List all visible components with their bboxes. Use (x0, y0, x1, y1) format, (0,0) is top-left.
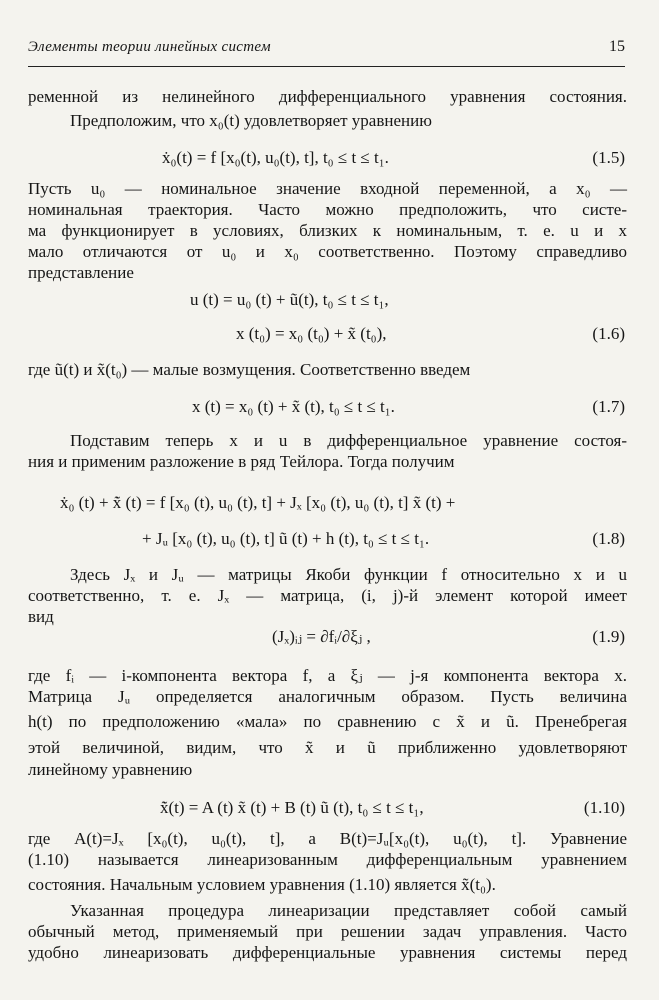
text-line: ма функционирует в условиях, близких к номинальным, т. е. u и x (28, 221, 627, 240)
text-line: ременной из нелинейного дифференциального уравнения состояния. (28, 87, 627, 106)
text-line: линейному уравнению (28, 760, 193, 779)
equation-number: (1.10) (583, 798, 625, 817)
header-rule (28, 66, 625, 67)
text-line: где ũ(t) и x̃(t₀) — малые возмущения. Соответственно введем (28, 360, 471, 379)
text-line: удобно линеаризовать дифференциальные уравнения системы перед (28, 943, 627, 962)
equation-number: (1.8) (592, 529, 625, 548)
text-line: Указанная процедура линеаризации представляет собой самый (70, 901, 627, 920)
text-line: представление (28, 263, 134, 282)
text-line: вид (28, 607, 54, 626)
text-line: где A(t)=Jₓ [x₀(t), u₀(t), t], а B(t)=Jᵤ[x₀(t), u₀(t), t]. Уравнение (28, 829, 627, 848)
text-line: состояния. Начальным условием уравнения (1.10) является x̃(t₀). (28, 875, 496, 894)
text-line: Здесь Jₓ и Jᵤ — матрицы Якоби функции f относительно x и u (70, 565, 627, 584)
equation-1-5: ẋ₀(t) = f [x₀(t), u₀(t), t], t₀ ≤ t ≤ t₁. (162, 148, 389, 167)
text-line: где fᵢ — i-компонента вектора f, а ξⱼ — j-я компонента вектора x. (28, 666, 627, 685)
text-line: ния и применим разложение в ряд Тейлора. Тогда получим (28, 452, 455, 471)
equation-number: (1.7) (592, 397, 625, 416)
text-line: мало отличаются от u₀ и x₀ соответственно. Поэтому справедливо (28, 242, 627, 261)
equation-1-6a: u (t) = u₀ (t) + ũ(t), t₀ ≤ t ≤ t₁, (190, 290, 389, 309)
running-head: Элементы теории линейных систем (28, 39, 271, 55)
text-line: h(t) по предположению «мала» по сравнению с x̃ и ũ. Пренебрегая (28, 712, 627, 731)
equation-1-7: x (t) = x₀ (t) + x̃ (t), t₀ ≤ t ≤ t₁. (192, 397, 395, 416)
text-line: Подставим теперь x и u в дифференциальное уравнение состоя- (70, 431, 627, 450)
equation-1-8a: ẋ₀ (t) + x̃̇ (t) = f [x₀ (t), u₀ (t), t] + Jₓ [x₀ (t), u₀ (t), t] x̃ (t) + (60, 493, 456, 512)
equation-number: (1.9) (592, 627, 625, 646)
text-line: номинальная траектория. Часто можно предположить, что систе- (28, 200, 627, 219)
equation-1-8b: + Jᵤ [x₀ (t), u₀ (t), t] ũ (t) + h (t), t₀ ≤ t ≤ t₁. (142, 529, 430, 548)
text-line: Пусть u₀ — номинальное значение входной переменной, а x₀ — (28, 179, 627, 198)
text-line: обычный метод, применяемый при решении задач управления. Часто (28, 922, 627, 941)
text-line: Матрица Jᵤ определяется аналогичным образом. Пусть величина (28, 687, 627, 706)
text-line: соответственно, т. е. Jₓ — матрица, (i, j)-й элемент которой имеет (28, 586, 627, 605)
text-line: (1.10) называется линеаризованным дифференциальным уравнением (28, 850, 627, 869)
equation-1-10: x̃̇(t) = A (t) x̃ (t) + B (t) ũ (t), t₀ ≤ t ≤ t₁, (160, 798, 424, 817)
equation-number: (1.5) (592, 148, 625, 167)
equation-number: (1.6) (592, 324, 625, 343)
equation-1-9: (Jₓ)ᵢⱼ = ∂fᵢ/∂ξⱼ , (272, 627, 371, 646)
equation-1-6b: x (t₀) = x₀ (t₀) + x̃ (t₀), (236, 324, 387, 343)
text-line: Предположим, что x₀(t) удовлетворяет уравнению (70, 111, 432, 130)
page-number: 15 (609, 38, 625, 55)
page-header (28, 38, 625, 56)
text-line: этой величиной, видим, что x̃ и ũ приближенно удовлетворяют (28, 738, 627, 757)
